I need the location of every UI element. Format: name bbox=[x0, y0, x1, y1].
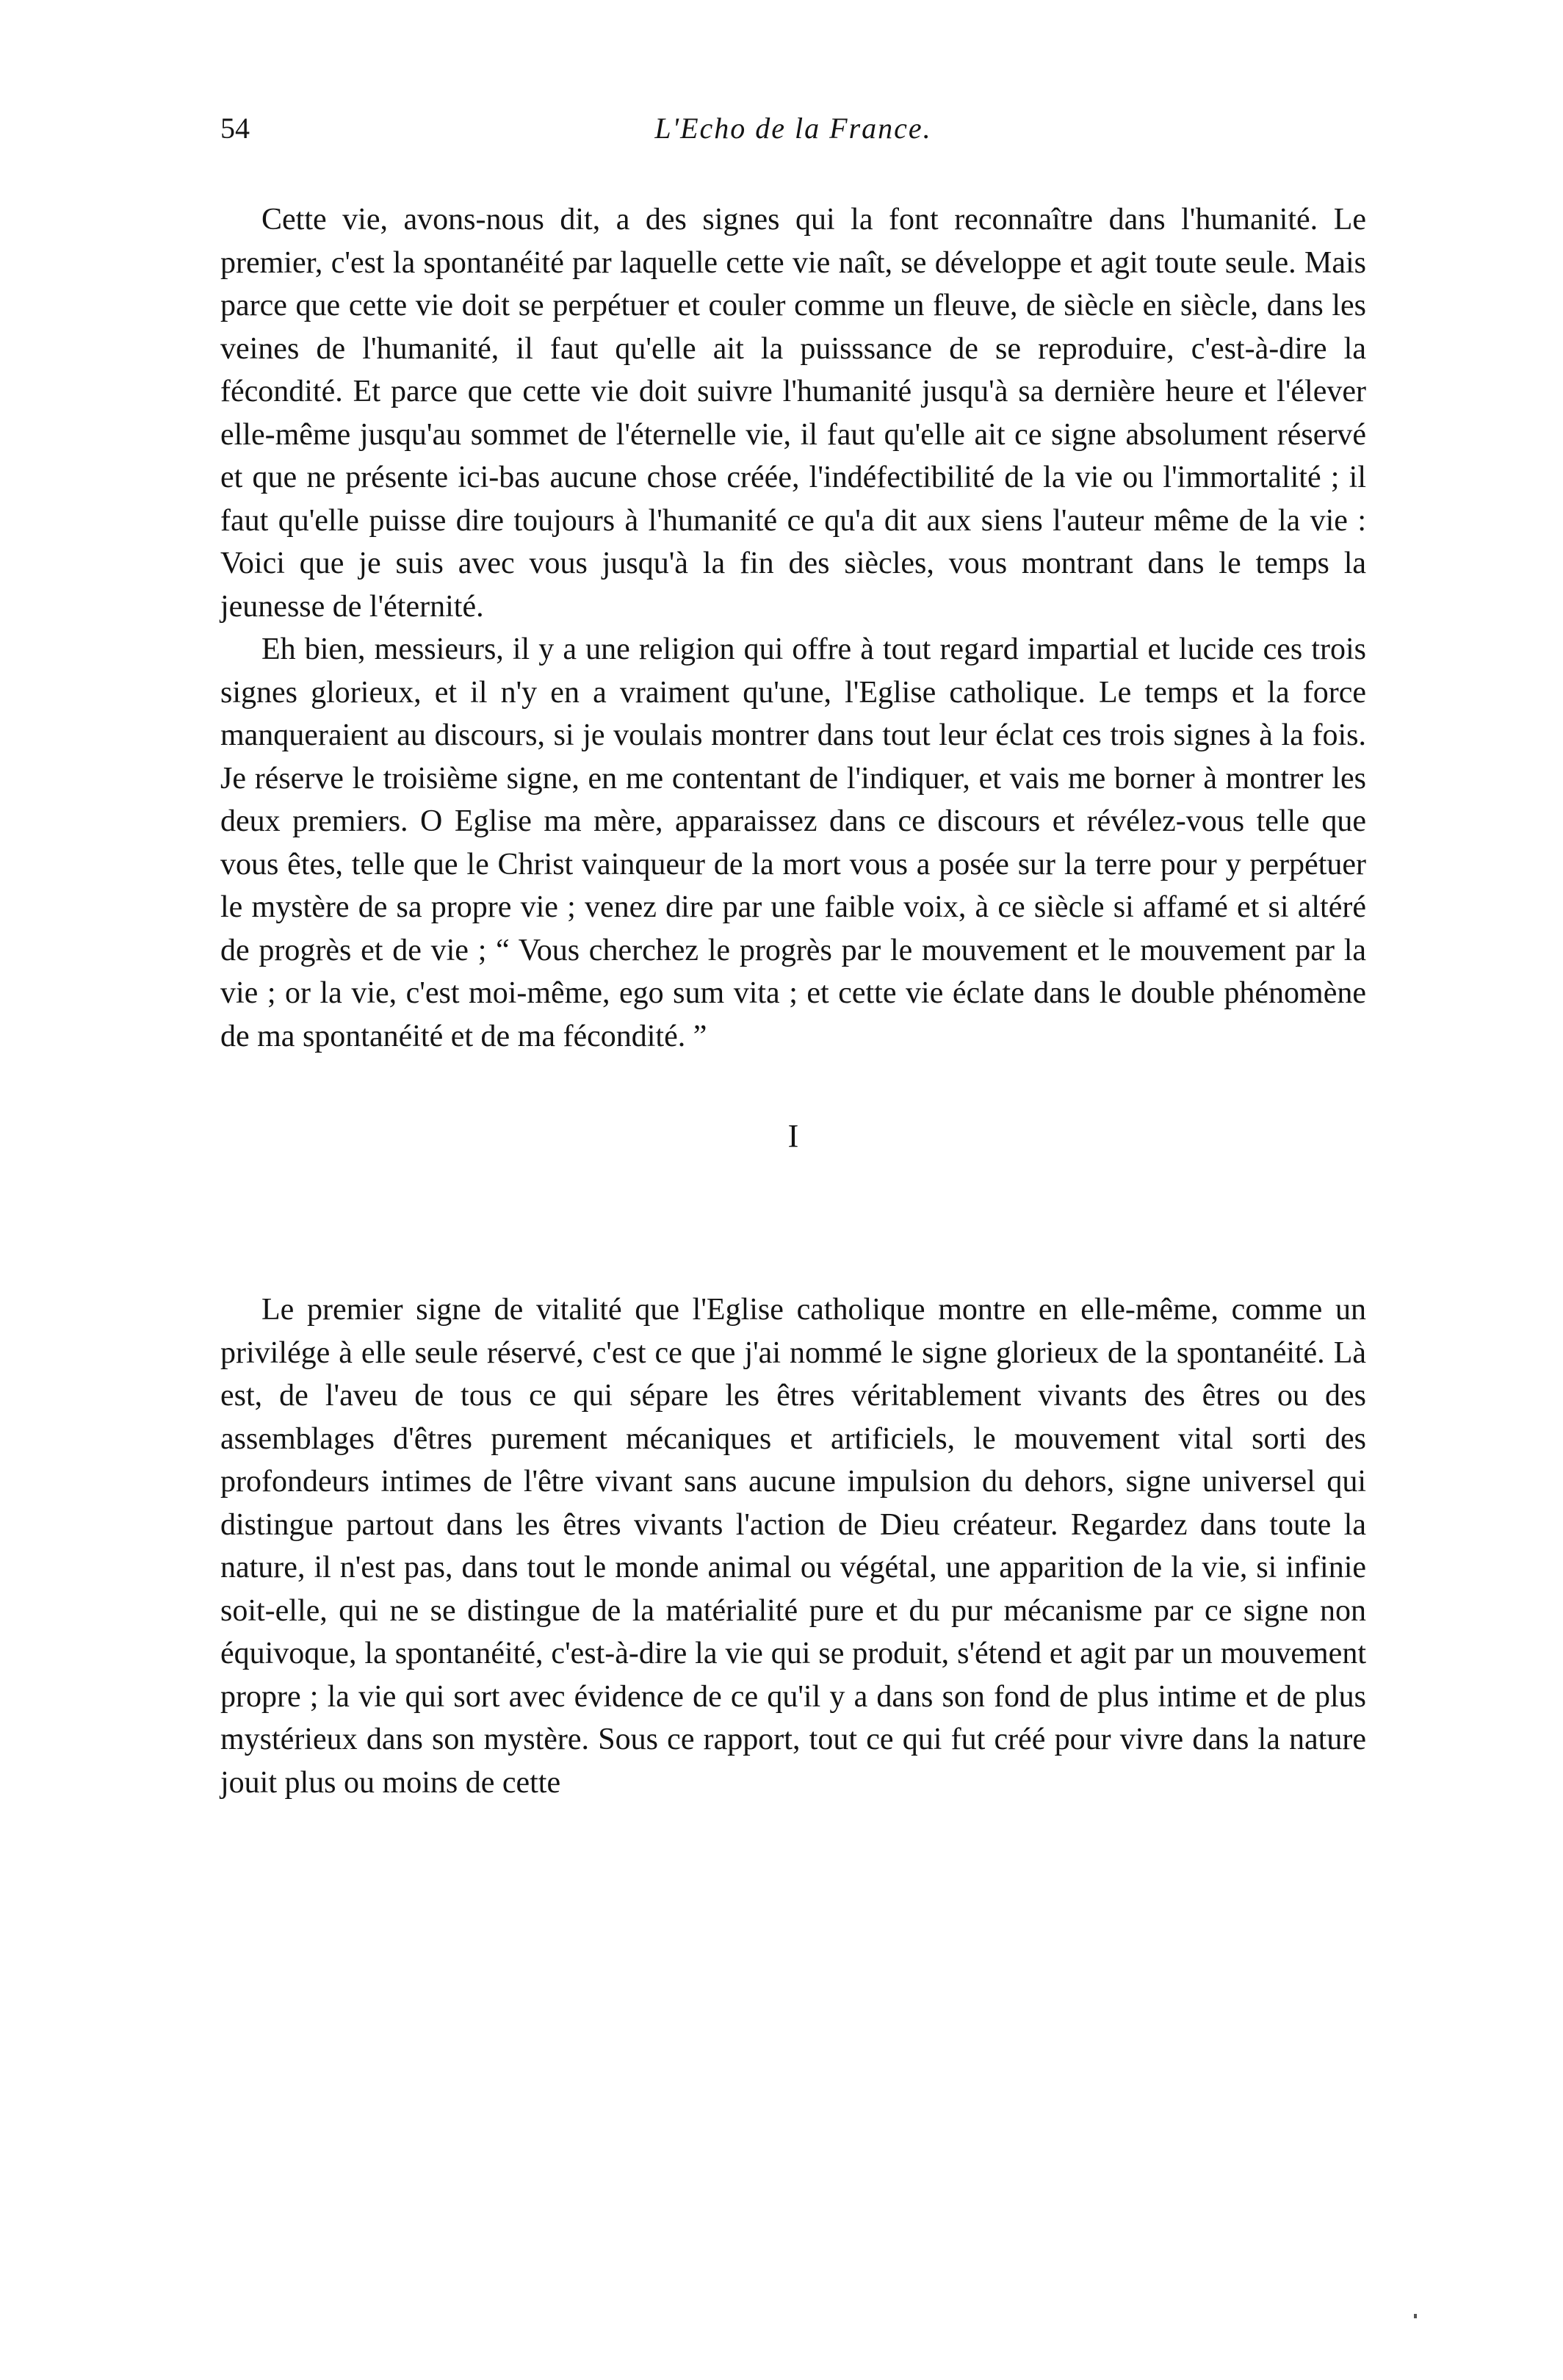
section-heading: I bbox=[787, 1118, 799, 1154]
paragraph: Eh bien, messieurs, il y a une religion qui offre à tout regard impartial et lucide ces trois signes glorieux, et il n'y en a vraiment qu'une, l'Eglise catholique. Le temps et la force manqueraient au discours, si je voulais montrer dans tout leur éclat ces trois signes à la fois. Je réserve le troisième signe, en me contentant de l'indiquer, et vais me borner à montrer les deux premiers. O Eglise ma mère, apparaissez dans ce discours et révélez-vous telle que vous êtes, telle que le Christ vainqueur de la mort vous a posée sur la terre pour y perpétuer le mystère de sa propre vie ; venez dire par une faible voix, à ce siècle si affamé et si altéré de progrès et de vie ; “ Vous cherchez le progrès par le mouvement et le mouvement par la vie ; or la vie, c'est moi-même, ego sum vita ; et cette vie éclate dans le double phénomène de ma spontanéité et de ma fécondité. ” bbox=[220, 632, 1366, 1053]
ink-speck bbox=[1414, 2314, 1417, 2318]
running-head bbox=[220, 103, 1366, 154]
page-number: 54 bbox=[220, 112, 250, 145]
paragraph: Cette vie, avons-nous dit, a des signes qui la font reconnaître dans l'humanité. Le premier, c'est la spontanéité par laquelle cette vie naît, se développe et agit toute seule. Mais parce que cette vie doit se perpétuer et couler comme un fleuve, de siècle en siècle, dans les veines de l'humanité, il faut qu'elle ait la puisssance de se reproduire, c'est-à-dire la fécondité. Et parce que cette vie doit suivre l'humanité jusqu'à sa dernière heure et l'élever elle-même jusqu'au sommet de l'éternelle vie, il faut qu'elle ait ce signe absolument réservé et que ne présente ici-bas aucune chose créée, l'indéfectibilité de la vie ou l'immortalité ; il faut qu'elle puisse dire toujours à l'humanité ce qu'a dit aux siens l'auteur même de la vie : Voici que je suis avec vous jusqu'à la fin des siècles, vous montrant dans le temps la jeunesse de l'éternité. bbox=[220, 203, 1366, 624]
book-page bbox=[220, 103, 1366, 1804]
body-text bbox=[220, 198, 1366, 1804]
running-title: L'Echo de la France. bbox=[654, 112, 932, 145]
paragraph: Le premier signe de vitalité que l'Eglise catholique montre en elle-même, comme un privilége à elle seule réservé, c'est ce que j'ai nommé le signe glorieux de la spontanéité. Là est, de l'aveu de tous ce qui sépare les êtres véritablement vivants des êtres ou des assemblages d'êtres purement mécaniques et artificiels, le mouvement vital sorti des profondeurs intimes de l'être vivant sans aucune impulsion du dehors, signe universel qui distingue partout dans les êtres vivants l'action de Dieu créateur. Regardez dans toute la nature, il n'est pas, dans tout le monde animal ou végétal, une apparition de la vie, si infinie soit-elle, qui ne se distingue de la matérialité pure et du pur mécanisme par ce signe non équivoque, la spontanéité, c'est-à-dire la vie qui se produit, s'étend et agit par un mouvement propre ; la vie qui sort avec évidence de ce qu'il y a dans son fond de plus intime et de plus mystérieux dans son mystère. Sous ce rapport, tout ce qui fut créé pour vivre dans la nature jouit plus ou moins de cette bbox=[220, 1293, 1366, 1800]
